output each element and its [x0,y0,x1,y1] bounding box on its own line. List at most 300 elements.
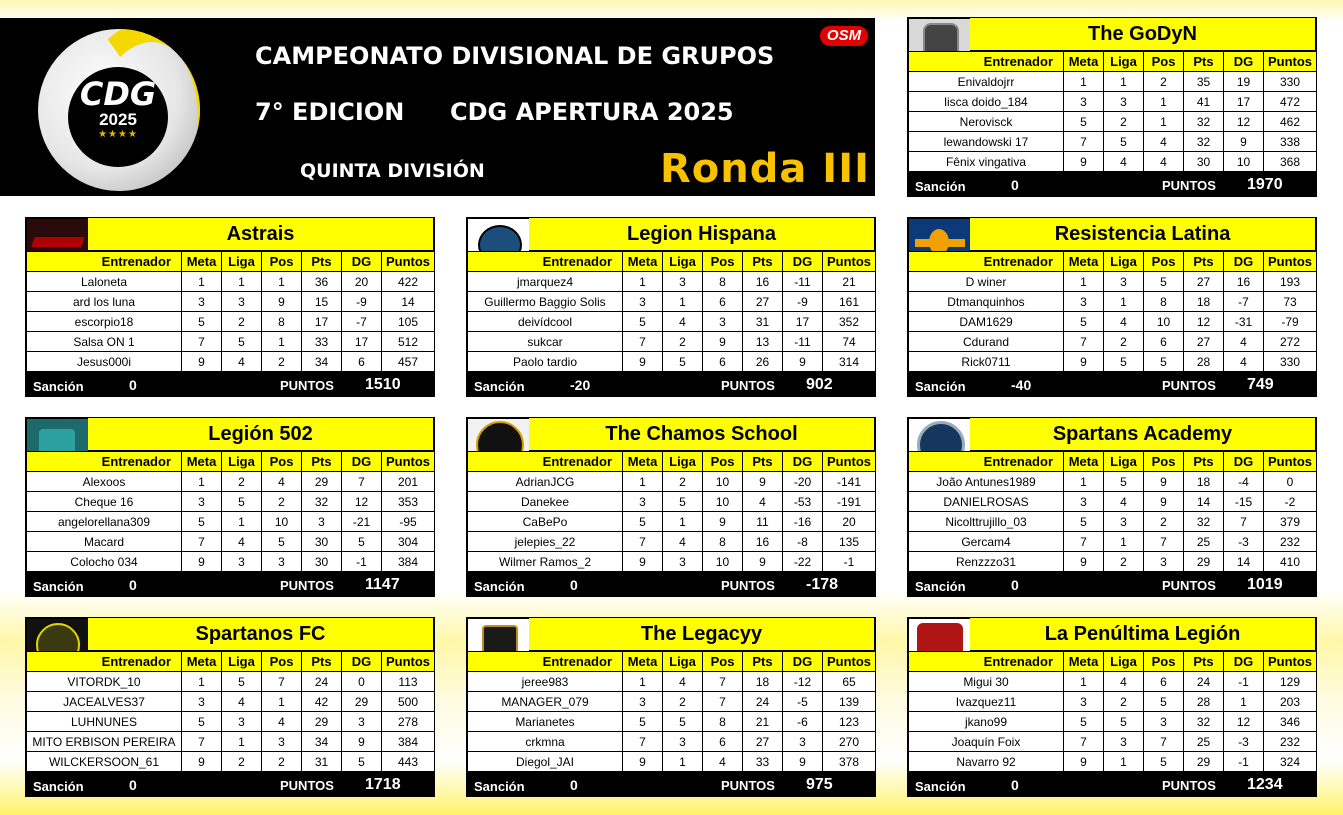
table-header-row [468,252,876,272]
meta-value: 7 [1064,532,1104,552]
sanction-label: Sanción [915,379,966,394]
meta-value: 3 [623,492,663,512]
league-header: Liga [222,252,262,272]
coach-name: MANAGER_079 [468,692,623,712]
league-value: 4 [222,692,262,712]
league-header: Liga [663,652,703,672]
pos-value: 3 [1144,552,1184,572]
league-value: 3 [222,712,262,732]
dg-value: 9 [1224,132,1264,152]
points-label: PUNTOS [1162,178,1216,193]
points-value: -79 [1264,312,1317,332]
header-banner [0,18,875,196]
coach-header: Entrenador [909,652,1064,672]
dg-value: -12 [783,672,823,692]
points-value: 123 [823,712,876,732]
dg-value: 12 [342,492,382,512]
meta-value: 9 [1064,552,1104,572]
pts-value: 11 [743,512,783,532]
meta-value: 7 [182,532,222,552]
meta-value: 1 [1064,272,1104,292]
table-row [27,272,435,292]
pts-value: 31 [302,752,342,772]
pos-value: 2 [262,752,302,772]
coach-name: crkmna [468,732,623,752]
points-value: 21 [823,272,876,292]
dg-value: -21 [342,512,382,532]
dg-value: -8 [783,532,823,552]
points-total: 902 [806,376,833,393]
league-value: 1 [222,272,262,292]
dg-value: -3 [1224,532,1264,552]
meta-value: 1 [623,672,663,692]
points-value: 129 [1264,672,1317,692]
table-row [468,312,876,332]
table-row [909,672,1317,692]
pos-value: 3 [1144,712,1184,732]
sanction-value: 0 [129,577,137,593]
pts-value: 35 [1184,72,1224,92]
meta-header: Meta [1064,52,1104,72]
meta-value: 9 [1064,752,1104,772]
pos-value: 10 [1144,312,1184,332]
league-value: 4 [1104,312,1144,332]
table-row [27,332,435,352]
standings-table [908,651,1317,772]
points-header: Puntos [823,252,876,272]
dg-value: 20 [342,272,382,292]
meta-value: 1 [182,272,222,292]
sanction-label: Sanción [474,379,525,394]
meta-value: 7 [623,732,663,752]
table-header-row [27,452,435,472]
pts-value: 15 [302,292,342,312]
table-row [909,752,1317,772]
table-row [468,552,876,572]
dg-value: -9 [783,292,823,312]
coach-name: Diegol_JAI [468,752,623,772]
table-row [468,272,876,292]
pos-value: 9 [703,512,743,532]
team-footer [466,575,876,597]
team-name: Resistencia Latina [970,218,1315,250]
dg-value: 7 [1224,512,1264,532]
coach-name: Alexoos [27,472,182,492]
coach-name: Laloneta [27,272,182,292]
points-value: 0 [1264,472,1317,492]
points-value: 378 [823,752,876,772]
table-row [27,752,435,772]
dg-header: DG [783,452,823,472]
dg-value: 16 [1224,272,1264,292]
team-card [907,217,1317,397]
pts-value: 32 [302,492,342,512]
league-value: 5 [1104,472,1144,492]
coach-header: Entrenador [909,52,1064,72]
league-value: 3 [663,552,703,572]
standings-table [908,51,1317,172]
meta-value: 3 [1064,92,1104,112]
points-header: Puntos [1264,252,1317,272]
pos-value: 4 [1144,132,1184,152]
pts-value: 26 [743,352,783,372]
sanction-value: 0 [1011,577,1019,593]
coach-name: MITO ERBISON PEREIRA [27,732,182,752]
team-card [466,217,876,397]
table-row [909,132,1317,152]
coach-name: D winer [909,272,1064,292]
dg-value: 4 [1224,352,1264,372]
table-row [468,512,876,532]
pos-value: 1 [262,332,302,352]
meta-value: 9 [1064,352,1104,372]
table-header-row [909,652,1317,672]
pts-value: 18 [743,672,783,692]
dg-header: DG [783,252,823,272]
pts-value: 28 [1184,352,1224,372]
league-value: 2 [663,332,703,352]
pts-value: 34 [302,352,342,372]
coach-header: Entrenador [909,252,1064,272]
pts-value: 16 [743,532,783,552]
points-header: Puntos [1264,52,1317,72]
coach-name: Migui 30 [909,672,1064,692]
meta-header: Meta [182,652,222,672]
league-value: 4 [663,532,703,552]
meta-value: 7 [1064,332,1104,352]
league-value: 5 [1104,712,1144,732]
points-value: 139 [823,692,876,712]
pos-header: Pos [262,652,302,672]
team-name: The GoDyN [970,18,1315,50]
pos-value: 7 [703,692,743,712]
points-value: 443 [382,752,435,772]
meta-header: Meta [1064,252,1104,272]
points-value: 20 [823,512,876,532]
meta-value: 3 [182,692,222,712]
page-title: CAMPEONATO DIVISIONAL DE GRUPOS [255,42,775,70]
table-row [27,292,435,312]
league-value: 3 [222,292,262,312]
dg-value: 10 [1224,152,1264,172]
team-name: The Legacyy [529,618,874,650]
league-value: 3 [663,732,703,752]
league-header: Liga [1104,652,1144,672]
league-header: Liga [1104,252,1144,272]
pos-value: 2 [1144,72,1184,92]
league-header: Liga [663,452,703,472]
dg-header: DG [1224,52,1264,72]
team-card [25,217,435,397]
meta-value: 9 [182,752,222,772]
league-header: Liga [1104,52,1144,72]
league-value: 1 [663,512,703,532]
dg-value: 1 [1224,692,1264,712]
pos-value: 5 [1144,692,1184,712]
pts-value: 30 [1184,152,1224,172]
league-value: 2 [1104,332,1144,352]
table-row [468,472,876,492]
meta-value: 5 [1064,312,1104,332]
pos-value: 6 [1144,672,1184,692]
league-value: 3 [663,272,703,292]
dg-header: DG [1224,452,1264,472]
meta-value: 5 [182,312,222,332]
dg-value: 4 [1224,332,1264,352]
team-card [466,617,876,797]
points-value: 278 [382,712,435,732]
team-footer [25,575,435,597]
meta-value: 5 [1064,712,1104,732]
pts-value: 41 [1184,92,1224,112]
dg-value: 3 [783,732,823,752]
team-name: Astrais [88,218,433,250]
meta-value: 1 [623,272,663,292]
points-value: 379 [1264,512,1317,532]
pos-value: 1 [262,272,302,292]
pos-value: 1 [1144,92,1184,112]
sanction-value: 0 [1011,777,1019,793]
dg-value: 17 [783,312,823,332]
meta-value: 9 [1064,152,1104,172]
points-value: 384 [382,732,435,752]
table-row [27,532,435,552]
pos-value: 9 [703,332,743,352]
sanction-label: Sanción [915,779,966,794]
pos-value: 4 [262,472,302,492]
points-value: 272 [1264,332,1317,352]
points-label: PUNTOS [1162,378,1216,393]
cdg-logo [38,29,200,191]
pts-header: Pts [743,252,783,272]
pts-value: 33 [743,752,783,772]
points-header: Puntos [382,652,435,672]
pts-value: 3 [302,512,342,532]
pts-value: 27 [1184,332,1224,352]
points-value: 74 [823,332,876,352]
league-header: Liga [663,252,703,272]
coach-name: jmarquez4 [468,272,623,292]
table-row [468,492,876,512]
pos-value: 4 [262,712,302,732]
table-header-row [909,52,1317,72]
coach-header: Entrenador [468,252,623,272]
dg-value: -31 [1224,312,1264,332]
pts-value: 36 [302,272,342,292]
osm-badge: OSM [820,26,868,46]
team-card [907,617,1317,797]
pts-header: Pts [1184,52,1224,72]
dg-value: -22 [783,552,823,572]
sanction-value: 0 [129,777,137,793]
dg-value: 9 [342,732,382,752]
meta-value: 3 [182,292,222,312]
meta-value: 7 [623,332,663,352]
meta-header: Meta [623,652,663,672]
dg-value: 17 [342,332,382,352]
table-row [909,352,1317,372]
pos-value: 1 [1144,112,1184,132]
points-value: 352 [823,312,876,332]
table-row [468,292,876,312]
pos-value: 3 [262,552,302,572]
pts-value: 24 [1184,672,1224,692]
pts-value: 4 [743,492,783,512]
table-row [468,352,876,372]
league-value: 1 [1104,752,1144,772]
league-header: Liga [222,652,262,672]
points-value: 500 [382,692,435,712]
dg-value: -5 [783,692,823,712]
pts-value: 25 [1184,732,1224,752]
meta-value: 5 [1064,112,1104,132]
round-label: Ronda III [660,146,870,192]
table-row [909,512,1317,532]
coach-name: Nicolttrujillo_03 [909,512,1064,532]
points-total: 1510 [365,376,401,393]
meta-value: 7 [623,532,663,552]
dg-value: 14 [1224,552,1264,572]
points-value: 161 [823,292,876,312]
points-total: 1019 [1247,576,1283,593]
coach-name: CaBePo [468,512,623,532]
dg-value: -4 [1224,472,1264,492]
team-footer [907,175,1317,197]
coach-name: WILCKERSOON_61 [27,752,182,772]
sanction-label: Sanción [474,579,525,594]
points-value: 457 [382,352,435,372]
coach-name: sukcar [468,332,623,352]
points-value: 14 [382,292,435,312]
points-value: 270 [823,732,876,752]
league-value: 3 [1104,92,1144,112]
standings-table [908,251,1317,372]
pos-value: 10 [703,472,743,492]
pos-value: 5 [1144,752,1184,772]
team-footer [907,575,1317,597]
coach-header: Entrenador [468,452,623,472]
table-header-row [468,452,876,472]
points-value: 232 [1264,732,1317,752]
coach-name: Macard [27,532,182,552]
coach-name: jelepies_22 [468,532,623,552]
pos-value: 10 [262,512,302,532]
points-value: 472 [1264,92,1317,112]
meta-value: 3 [182,492,222,512]
table-row [909,712,1317,732]
pos-value: 2 [1144,512,1184,532]
pos-value: 5 [1144,272,1184,292]
pos-value: 7 [703,672,743,692]
league-value: 2 [1104,692,1144,712]
meta-value: 1 [623,472,663,492]
pts-value: 29 [1184,552,1224,572]
table-row [909,92,1317,112]
meta-header: Meta [182,252,222,272]
meta-value: 3 [1064,292,1104,312]
league-value: 4 [222,532,262,552]
pos-value: 3 [262,732,302,752]
pos-header: Pos [262,452,302,472]
dg-header: DG [342,252,382,272]
coach-name: Ivazquez11 [909,692,1064,712]
coach-name: Cheque 16 [27,492,182,512]
pts-value: 9 [743,552,783,572]
meta-header: Meta [623,452,663,472]
pos-value: 3 [703,312,743,332]
league-value: 3 [1104,272,1144,292]
coach-name: Fênix vingativa [909,152,1064,172]
meta-value: 7 [1064,132,1104,152]
coach-name: Danekee [468,492,623,512]
table-header-row [909,452,1317,472]
dg-value: 3 [342,712,382,732]
meta-value: 9 [623,752,663,772]
table-row [27,732,435,752]
points-label: PUNTOS [1162,578,1216,593]
points-value: 410 [1264,552,1317,572]
league-value: 5 [222,492,262,512]
coach-name: Nerovisck [909,112,1064,132]
dg-header: DG [342,652,382,672]
pos-value: 2 [262,492,302,512]
points-value: 330 [1264,352,1317,372]
dg-value: -7 [1224,292,1264,312]
coach-name: Marianetes [468,712,623,732]
pos-header: Pos [703,652,743,672]
sanction-label: Sanción [474,779,525,794]
points-value: 512 [382,332,435,352]
pos-header: Pos [703,452,743,472]
sanction-value: 0 [129,377,137,393]
sanction-label: Sanción [915,579,966,594]
table-row [27,512,435,532]
points-value: 105 [382,312,435,332]
pos-value: 10 [703,552,743,572]
points-header: Puntos [823,452,876,472]
league-value: 5 [663,492,703,512]
season-label: CDG APERTURA 2025 [450,98,734,126]
pts-value: 28 [1184,692,1224,712]
standings-table [467,651,876,772]
coach-name: AdrianJCG [468,472,623,492]
standings-table [26,251,435,372]
pts-header: Pts [302,252,342,272]
team-name: Legion Hispana [529,218,874,250]
team-footer [466,375,876,397]
team-name: Legión 502 [88,418,433,450]
points-label: PUNTOS [280,378,334,393]
league-value: 4 [1104,672,1144,692]
team-card [25,617,435,797]
points-value: 368 [1264,152,1317,172]
pos-value: 1 [262,692,302,712]
meta-value: 3 [1064,492,1104,512]
points-value: 232 [1264,532,1317,552]
dg-header: DG [783,652,823,672]
dg-value: -6 [783,712,823,732]
points-value: -191 [823,492,876,512]
sanction-value: 0 [570,577,578,593]
pos-value: 6 [703,292,743,312]
points-value: -95 [382,512,435,532]
league-value: 2 [222,752,262,772]
points-value: 135 [823,532,876,552]
league-value: 5 [1104,132,1144,152]
table-row [27,492,435,512]
coach-name: Renzzzo31 [909,552,1064,572]
points-header: Puntos [382,252,435,272]
